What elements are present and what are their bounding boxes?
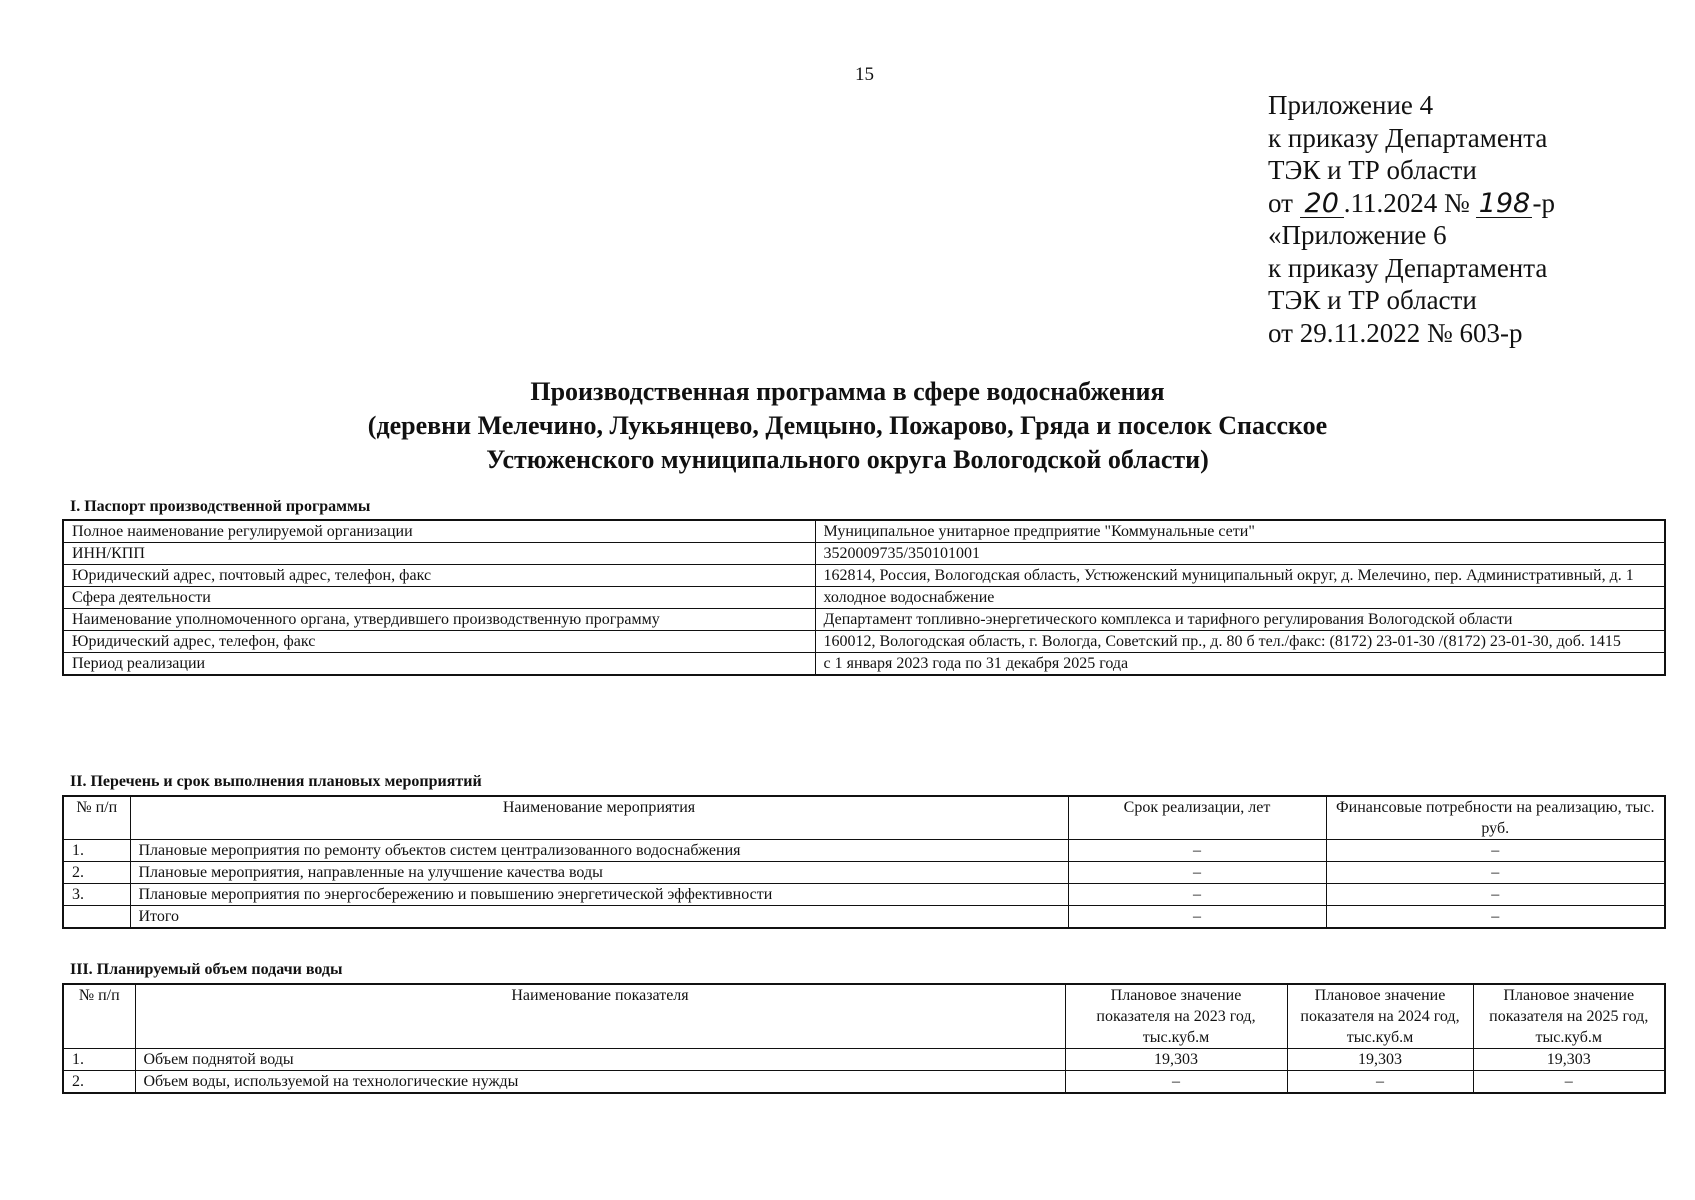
column-header: Плановое значение показателя на 2024 год, тыс.куб.м: [1287, 984, 1473, 1049]
table-row: [63, 587, 1665, 609]
activity-name: Итого: [130, 906, 1068, 929]
passport-value: холодное водоснабжение: [815, 587, 1665, 609]
table-row: [63, 520, 1665, 543]
passport-label: Сфера деятельности: [63, 587, 815, 609]
column-header: Наименование мероприятия: [130, 796, 1068, 840]
column-header: Срок реализации, лет: [1068, 796, 1326, 840]
term-cell: –: [1068, 862, 1326, 884]
table-row: [63, 565, 1665, 587]
title-line: Производственная программа в сфере водоснабжения: [530, 377, 1165, 406]
handwritten-day: 20: [1300, 191, 1344, 218]
passport-label: Наименование уполномоченного органа, утвердившего производственную программу: [63, 609, 815, 631]
value-2025: –: [1473, 1071, 1665, 1094]
document-title: [0, 375, 1695, 477]
passport-value: с 1 января 2023 года по 31 декабря 2025 года: [815, 653, 1665, 676]
passport-value: 162814, Россия, Вологодская область, Устюженский муниципальный округ, д. Мелечино, пер. Административный, д. 1: [815, 565, 1665, 587]
activities-table: [62, 795, 1666, 929]
finance-cell: –: [1326, 862, 1665, 884]
appendix-prefix: от: [1268, 187, 1293, 218]
row-number: 3.: [63, 884, 130, 906]
value-2024: 19,303: [1287, 1049, 1473, 1071]
activity-name: Плановые мероприятия, направленные на улучшение качества воды: [130, 862, 1068, 884]
column-header: № п/п: [63, 796, 130, 840]
table-row: [63, 884, 1665, 906]
term-cell: –: [1068, 906, 1326, 929]
appendix-line: ТЭК и ТР области: [1268, 155, 1477, 185]
passport-label: Период реализации: [63, 653, 815, 676]
row-number: 1.: [63, 840, 130, 862]
value-2023: –: [1065, 1071, 1287, 1094]
finance-cell: –: [1326, 906, 1665, 929]
row-number: 1.: [63, 1049, 135, 1071]
passport-value: 3520009735/350101001: [815, 543, 1665, 565]
appendix-line: Приложение 4: [1268, 90, 1434, 120]
table-row: [63, 609, 1665, 631]
appendix-line: ТЭК и ТР области: [1268, 285, 1477, 315]
passport-value: Муниципальное унитарное предприятие "Коммунальные сети": [815, 520, 1665, 543]
value-2024: –: [1287, 1071, 1473, 1094]
appendix-order-date-line: [1268, 187, 1555, 220]
title-line: (деревни Мелечино, Лукьянцево, Демцыно, Пожарово, Гряда и поселок Спасское: [367, 411, 1328, 440]
title-line: Устюженского муниципального округа Вологодской области): [486, 445, 1209, 474]
passport-label: Юридический адрес, почтовый адрес, телефон, факс: [63, 565, 815, 587]
table-row: [63, 543, 1665, 565]
column-header: Наименование показателя: [135, 984, 1065, 1049]
page-number: 15: [855, 64, 874, 85]
table-header-row: [63, 984, 1665, 1049]
table-header-row: [63, 796, 1665, 840]
row-number: 2.: [63, 862, 130, 884]
passport-table: [62, 519, 1666, 676]
appendix-line: к приказу Департамента: [1268, 252, 1548, 283]
column-header: Плановое значение показателя на 2025 год, тыс.куб.м: [1473, 984, 1665, 1049]
passport-value: Департамент топливно-энергетического комплекса и тарифного регулирования Вологодской области: [815, 609, 1665, 631]
table-row: [63, 1049, 1665, 1071]
passport-label: Юридический адрес, телефон, факс: [63, 631, 815, 653]
column-header: Финансовые потребности на реализацию, тыс. руб.: [1326, 796, 1665, 840]
table-row: [63, 840, 1665, 862]
indicator-name: Объем воды, используемой на технологические нужды: [135, 1071, 1065, 1094]
appendix-line: «Приложение 6: [1268, 220, 1447, 250]
water-volume-table: [62, 983, 1666, 1094]
passport-value: 160012, Вологодская область, г. Вологда, Советский пр., д. 80 б тел./факс: (8172) 23-01-30 /(8172) 23-01-30, доб. 1415: [815, 631, 1665, 653]
activity-name: Плановые мероприятия по энергосбережению и повышению энергетической эффективности: [130, 884, 1068, 906]
finance-cell: –: [1326, 884, 1665, 906]
row-number: 2.: [63, 1071, 135, 1094]
finance-cell: –: [1326, 840, 1665, 862]
appendix-suffix: -р: [1532, 187, 1555, 218]
term-cell: –: [1068, 840, 1326, 862]
table-row: [63, 862, 1665, 884]
indicator-name: Объем поднятой воды: [135, 1049, 1065, 1071]
value-2023: 19,303: [1065, 1049, 1287, 1071]
table-row: [63, 631, 1665, 653]
passport-label: ИНН/КПП: [63, 543, 815, 565]
activity-name: Плановые мероприятия по ремонту объектов систем централизованного водоснабжения: [130, 840, 1068, 862]
section1-title: I. Паспорт производственной программы: [70, 498, 371, 515]
section3-title: III. Планируемый объем подачи воды: [70, 961, 343, 978]
appendix-date-rest: .11.2024 №: [1343, 187, 1470, 218]
row-number: [63, 906, 130, 929]
handwritten-order-number: 198: [1476, 191, 1532, 218]
passport-label: Полное наименование регулируемой организации: [63, 520, 815, 543]
column-header: № п/п: [63, 984, 135, 1049]
appendix-block: [1268, 89, 1555, 349]
table-row-total: [63, 906, 1665, 929]
column-header: Плановое значение показателя на 2023 год, тыс.куб.м: [1065, 984, 1287, 1049]
appendix-line: к приказу Департамента: [1268, 122, 1548, 153]
appendix-line: от 29.11.2022 № 603-р: [1268, 317, 1523, 348]
table-row: [63, 1071, 1665, 1094]
value-2025: 19,303: [1473, 1049, 1665, 1071]
table-row: [63, 653, 1665, 676]
section2-title: II. Перечень и срок выполнения плановых мероприятий: [70, 773, 482, 790]
term-cell: –: [1068, 884, 1326, 906]
